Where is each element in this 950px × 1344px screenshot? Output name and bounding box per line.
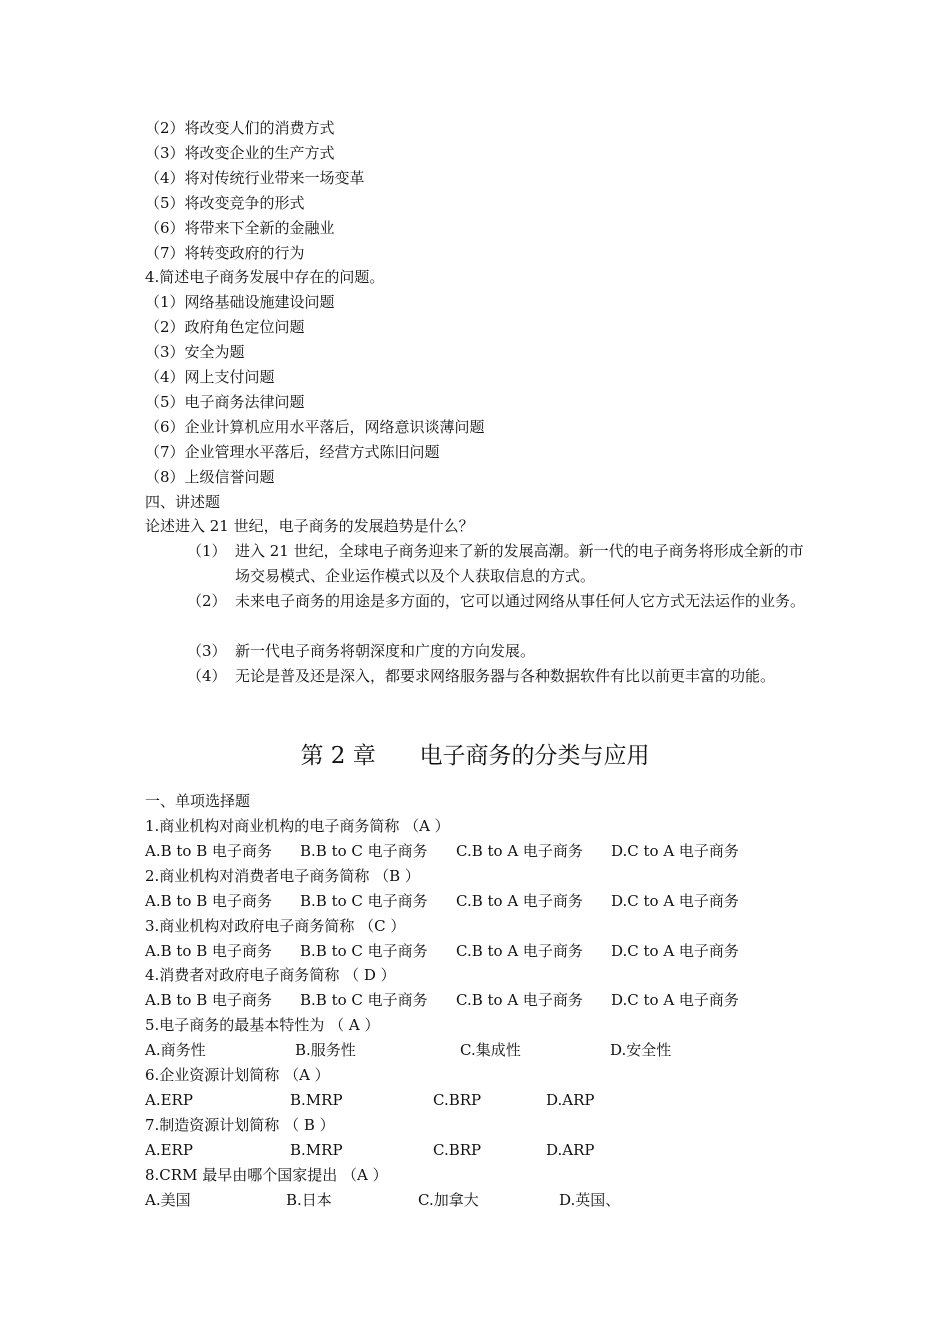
mcq-option: A.商务性 xyxy=(145,1041,206,1059)
mcq-option: B.B to C 电子商务 xyxy=(300,991,428,1009)
mcq-question: 4.消费者对政府电子商务简称 （ D ） xyxy=(145,966,396,984)
answer-item: （4）网上支付问题 xyxy=(145,368,275,386)
impact-item: （7）将转变政府的行为 xyxy=(145,244,305,262)
mcq-option: A.ERP xyxy=(145,1141,193,1159)
impact-item: （3）将改变企业的生产方式 xyxy=(145,144,335,162)
point-number: （2） xyxy=(187,592,227,610)
impact-item: （2）将改变人们的消费方式 xyxy=(145,119,335,137)
mcq-option: C.BRP xyxy=(433,1141,482,1159)
mcq-option: B.MRP xyxy=(290,1141,343,1159)
mcq-option: D.ARP xyxy=(546,1141,595,1159)
answer-item: （2）政府角色定位问题 xyxy=(145,318,305,336)
mcq-option: A.B to B 电子商务 xyxy=(145,892,273,910)
mcq-option: A.B to B 电子商务 xyxy=(145,842,273,860)
mcq-option: B.服务性 xyxy=(295,1041,356,1059)
mcq-question: 2.商业机构对消费者电子商务简称 （B ） xyxy=(145,867,420,885)
answer-item: （7）企业管理水平落后，经营方式陈旧问题 xyxy=(145,443,440,461)
mcq-option: D.C to A 电子商务 xyxy=(611,892,739,910)
point-text: 进入 21 世纪，全球电子商务迎来了新的发展高潮。新一代的电子商务将形成全新的市场交易模式、企业运作模式以及个人获取信息的方式。 xyxy=(235,542,804,585)
mcq-option: C.B to A 电子商务 xyxy=(456,991,583,1009)
mcq-option: C.BRP xyxy=(433,1091,482,1109)
chapter-title: 第 2 章 电子商务的分类与应用 xyxy=(300,743,650,769)
mcq-option: B.MRP xyxy=(290,1091,343,1109)
answer-item: （6）企业计算机应用水平落后，网络意识谈薄问题 xyxy=(145,418,485,436)
mcq-option: D.ARP xyxy=(546,1091,595,1109)
point-text: 新一代电子商务将朝深度和广度的方向发展。 xyxy=(235,642,536,660)
answer-item: （8）上级信誉问题 xyxy=(145,468,275,486)
point-number: （1） xyxy=(187,542,227,560)
mcq-option: A.B to B 电子商务 xyxy=(145,942,273,960)
mcq-option: C.加拿大 xyxy=(418,1191,479,1209)
mcq-option: D.英国、 xyxy=(559,1191,621,1209)
mcq-option: B.日本 xyxy=(286,1191,332,1209)
mcq-option: D.C to A 电子商务 xyxy=(611,991,739,1009)
mcq-option: D.C to A 电子商务 xyxy=(611,842,739,860)
essay-question: 论述进入 21 世纪，电子商务的发展趋势是什么？ xyxy=(145,517,474,535)
mcq-question: 1.商业机构对商业机构的电子商务简称 （A ） xyxy=(145,817,450,835)
mcq-option: C.B to A 电子商务 xyxy=(456,942,583,960)
impact-item: （4）将对传统行业带来一场变革 xyxy=(145,169,365,187)
mcq-question: 8.CRM 最早由哪个国家提出 （A ） xyxy=(145,1166,388,1184)
mcq-option: B.B to C 电子商务 xyxy=(300,842,428,860)
mcq-question: 7.制造资源计划简称 （ B ） xyxy=(145,1116,335,1134)
impact-item: （5）将改变竞争的形式 xyxy=(145,194,305,212)
mcq-option: A.美国 xyxy=(145,1191,191,1209)
point-number: （4） xyxy=(187,667,227,685)
point-number: （3） xyxy=(187,642,227,660)
impact-item: （6）将带来下全新的金融业 xyxy=(145,219,335,237)
mcq-option: A.B to B 电子商务 xyxy=(145,991,273,1009)
mcq-heading: 一、单项选择题 xyxy=(145,792,251,810)
mcq-option: B.B to C 电子商务 xyxy=(300,942,428,960)
question-4: 4.简述电子商务发展中存在的问题。 xyxy=(145,268,385,286)
mcq-question: 3.商业机构对政府电子商务简称 （C ） xyxy=(145,917,406,935)
mcq-question: 6.企业资源计划简称 （A ） xyxy=(145,1066,330,1084)
mcq-option: B.B to C 电子商务 xyxy=(300,892,428,910)
answer-item: （5）电子商务法律问题 xyxy=(145,393,305,411)
point-text: 无论是普及还是深入，都要求网络服务器与各种数据软件有比以前更丰富的功能。 xyxy=(235,667,776,685)
mcq-option: C.集成性 xyxy=(460,1041,521,1059)
mcq-option: C.B to A 电子商务 xyxy=(456,842,583,860)
point-text: 未来电子商务的用途是多方面的，它可以通过网络从事任何人它方式无法运作的业务。 xyxy=(235,592,806,610)
mcq-option: A.ERP xyxy=(145,1091,193,1109)
answer-item: （3）安全为题 xyxy=(145,343,245,361)
mcq-option: C.B to A 电子商务 xyxy=(456,892,583,910)
answer-item: （1）网络基础设施建设问题 xyxy=(145,293,335,311)
mcq-option: D.C to A 电子商务 xyxy=(611,942,739,960)
mcq-question: 5.电子商务的最基本特性为 （ A ） xyxy=(145,1016,380,1034)
section-heading: 四、讲述题 xyxy=(145,493,221,511)
mcq-option: D.安全性 xyxy=(610,1041,672,1059)
